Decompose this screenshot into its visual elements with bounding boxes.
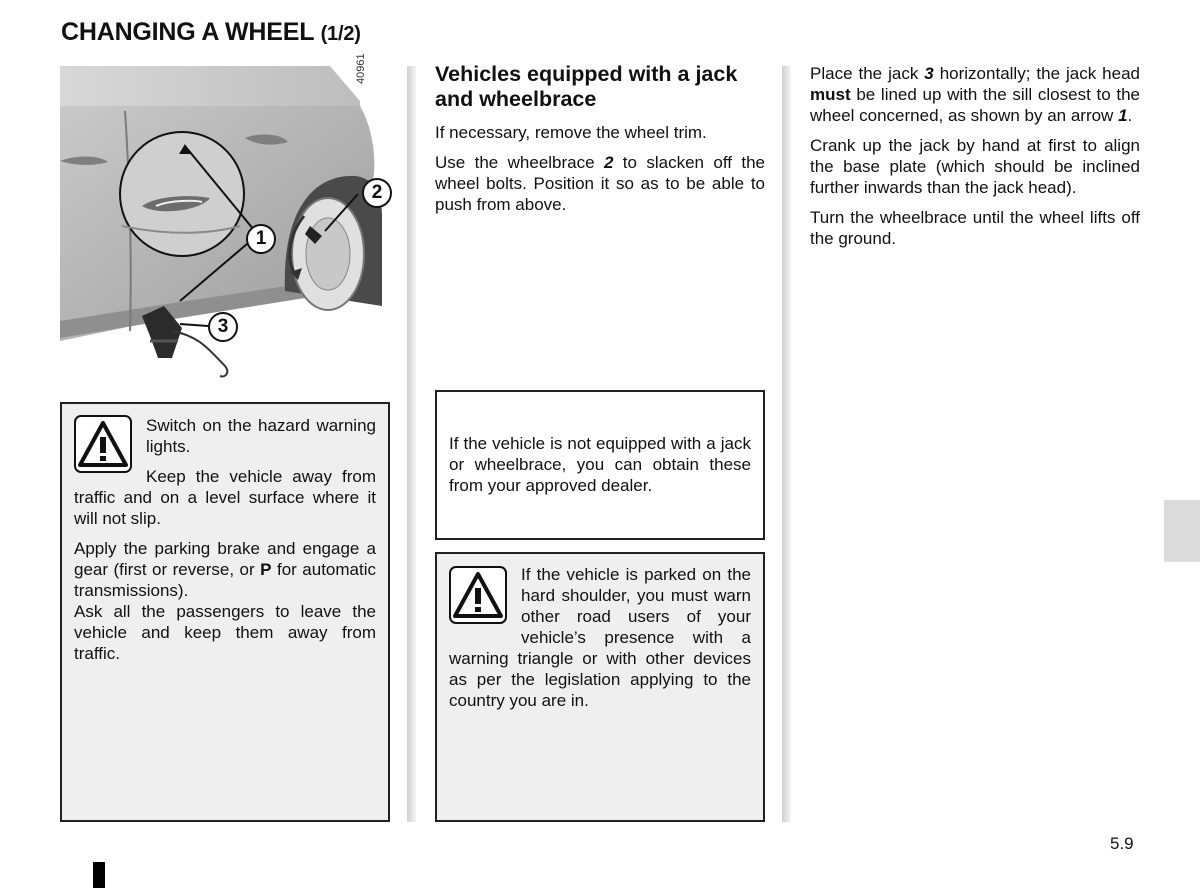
- corner-mark: [93, 862, 105, 888]
- page-title-text: CHANGING A WHEEL: [61, 18, 314, 46]
- warning-triangle-icon: [74, 415, 132, 473]
- chapter-tab: [1164, 500, 1200, 562]
- remove-trim-text: If necessary, remove the wheel trim.: [435, 123, 707, 142]
- dealer-text: If the vehicle is not equipped with a jack or wheelbrace, you can obtain these from your approved dealer.: [449, 434, 751, 495]
- figure-ref-code: 40961: [355, 53, 367, 84]
- car-jack-illustration: [60, 53, 390, 388]
- callout-3-label: 3: [217, 316, 229, 337]
- column-divider-right: [782, 66, 791, 822]
- wheelbrace-text: Use the wheelbrace 2 to slacken off the wheel bolts. Position it so as to be able to push from above.: [435, 153, 765, 214]
- parking-brake-text: Apply the parking brake and engage a gear (first or reverse, or P for automatic transmissions).: [74, 539, 376, 600]
- place-jack-text: Place the jack 3 horizontally; the jack head must be lined up with the sill closest to the wheel concerned, as shown by an arrow 1.: [810, 64, 1140, 125]
- section-heading: Vehicles equipped with a jack and wheelbrace: [435, 62, 738, 111]
- column-divider-left: [407, 66, 416, 822]
- info-box-dealer: [435, 390, 765, 540]
- turn-wheelbrace-text: Turn the wheelbrace until the wheel lifts off the ground.: [810, 208, 1140, 248]
- callout-3: [208, 312, 238, 342]
- warning-triangle-icon: [449, 566, 507, 624]
- right-column: [810, 63, 1140, 258]
- callout-1-label: 1: [255, 228, 267, 249]
- callout-2-label: 2: [371, 182, 383, 203]
- passengers-text: Ask all the passengers to leave the vehicle and keep them away from traffic.: [74, 602, 376, 663]
- keep-away-text: Keep the vehicle away from traffic and on a level surface where it will not slip.: [74, 467, 376, 528]
- warning-box-hazard: [60, 402, 390, 822]
- hard-shoulder-text: If the vehicle is parked on the hard shoulder, you must warn other road users of your vehicle’s presence with a warning triangle or with other devices as per the legislation applying to the country you are in.: [449, 565, 751, 710]
- page-title-part: (1/2): [320, 23, 361, 45]
- page-number: 5.9: [1110, 834, 1134, 853]
- crank-jack-text: Crank up the jack by hand at first to align the base plate (which should be inclined further inwards than the jack head).: [810, 136, 1140, 197]
- middle-column: [435, 62, 765, 224]
- page-title: [61, 18, 361, 47]
- callout-2: [362, 178, 392, 208]
- warning-box-hard-shoulder: [435, 552, 765, 822]
- callout-1: [246, 224, 276, 254]
- hazard-lights-text: Switch on the hazard warning lights.: [146, 416, 376, 456]
